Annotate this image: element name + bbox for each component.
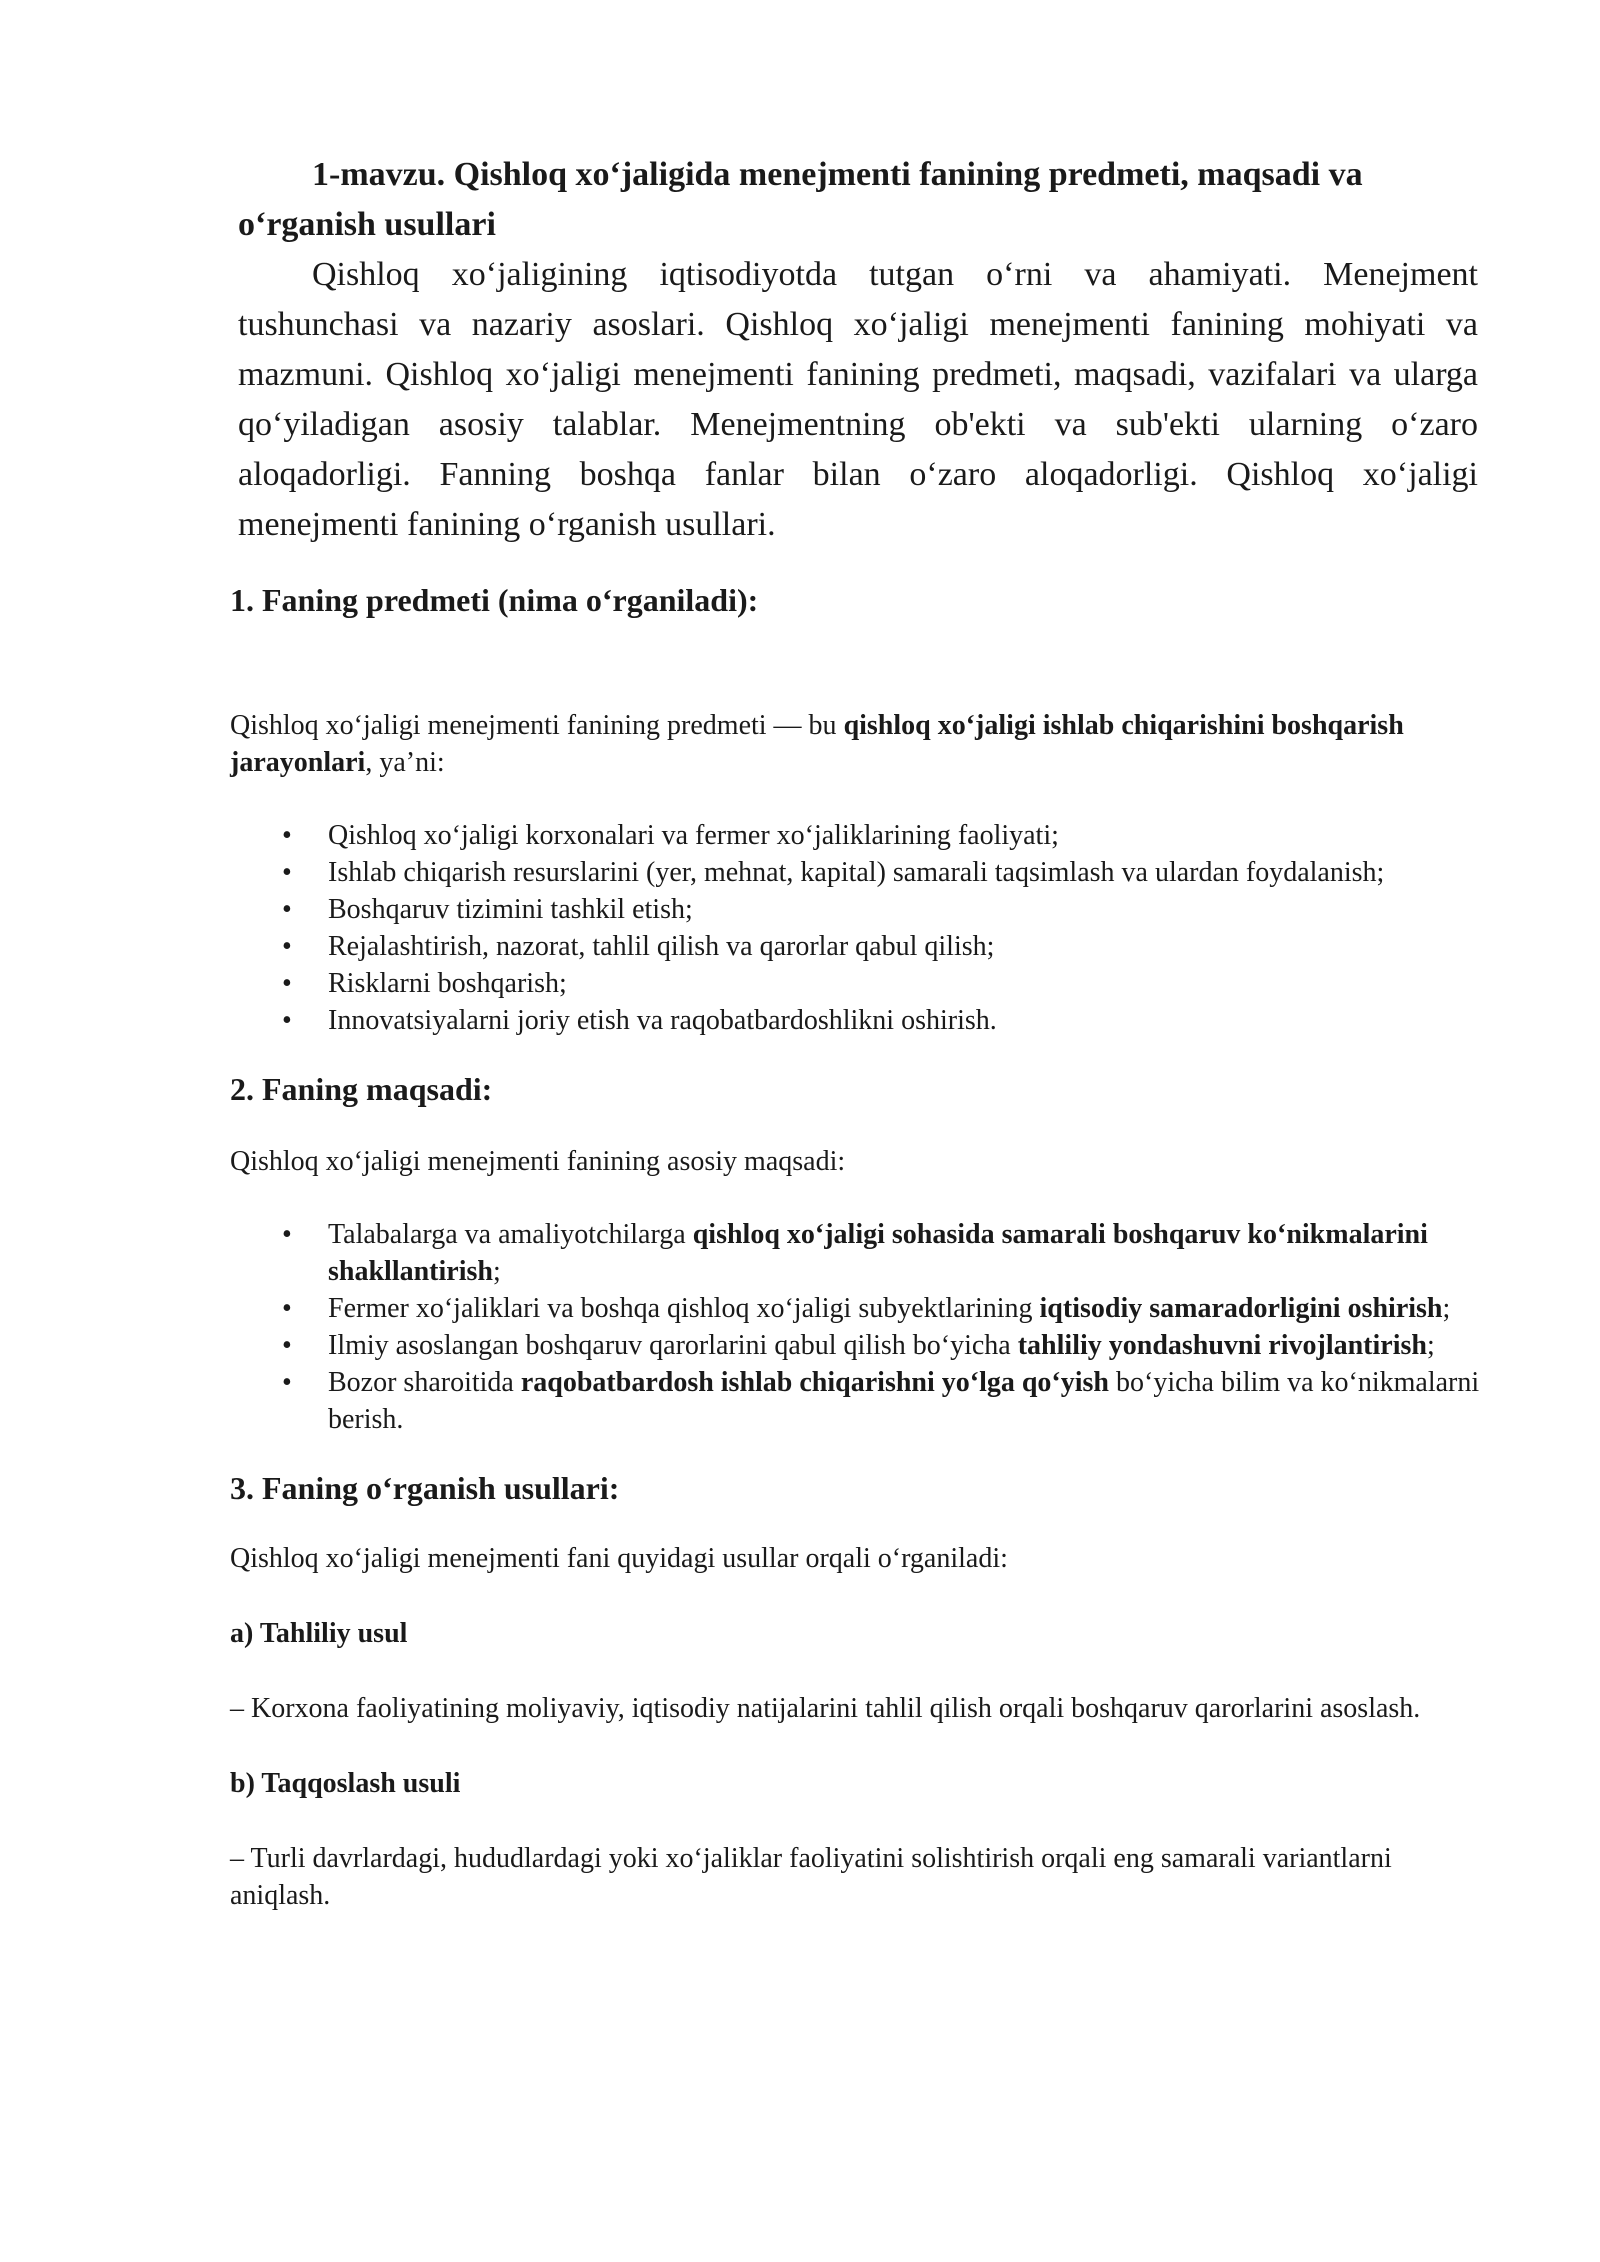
- topic-title: 1-mavzu. Qishloq xo‘jaligida menejmenti fanining predmeti, maqsadi va o‘rganish usullari: [238, 156, 1363, 243]
- method-text: – Turli davrlardagi, hududlardagi yoki xo‘jaliklar faoliyatini solishtirish orqali eng samarali variantlarni aniqlash.: [230, 1843, 1392, 1911]
- item-text: ;: [1442, 1293, 1451, 1324]
- section2-heading: 2. Faning maqsadi:: [230, 1071, 493, 1107]
- list-item: • Boshqaruv tizimini tashkil etish;: [230, 891, 1480, 928]
- method-title: b) Taqqoslash usuli: [230, 1768, 461, 1799]
- topic-body: Qishloq xo‘jaligining iqtisodiyotda tutgan o‘rni va ahamiyati. Menejment tushunchasi va nazariy asoslari. Qishloq xo‘jaligi menejmenti fanining mohiyati va mazmuni. Qishloq xo‘jaligi menejmenti fanining predmeti, maqsadi, vazifalari va ularga qo‘yiladigan asosiy talablar. Menejmentning ob'ekti va sub'ekti ularning o‘zaro aloqadorligi. Fanning boshqa fanlar bilan o‘zaro aloqadorligi. Qishloq xo‘jaligi menejmenti fanining o‘rganish usullari.: [238, 256, 1478, 543]
- item-bold: tahliliy yondashuvni rivojlantirish: [1017, 1330, 1427, 1361]
- list-item: [230, 1327, 1480, 1364]
- list-item: • Rejalashtirish, nazorat, tahlil qilish va qarorlar qabul qilish;: [230, 928, 1480, 965]
- item-bold: raqobatbardosh ishlab chiqarishni yo‘lga qo‘yish: [520, 1367, 1110, 1398]
- content: [230, 580, 1480, 1914]
- section3-heading: 3. Faning o‘rganish usullari:: [230, 1470, 620, 1506]
- item-text: Bozor sharoitida: [328, 1367, 521, 1398]
- item-text: ;: [492, 1256, 501, 1287]
- section1-intro-prefix: Qishloq xo‘jaligi menejmenti fanining predmeti — bu: [230, 710, 844, 741]
- list-item: [230, 1364, 1480, 1438]
- list-item: • Risklarni boshqarish;: [230, 965, 1480, 1002]
- section3-intro: Qishloq xo‘jaligi menejmenti fani quyidagi usullar orqali o‘rganiladi:: [230, 1543, 1008, 1574]
- item-bold: iqtisodiy samaradorligini oshirish: [1039, 1293, 1443, 1324]
- section1-intro-suffix: , ya’ni:: [365, 747, 445, 778]
- list-item: • Innovatsiyalarni joriy etish va raqobatbardoshlikni oshirish.: [230, 1002, 1480, 1039]
- item-text: Talabalarga va amaliyotchilarga: [328, 1219, 693, 1250]
- method-title: a) Tahliliy usul: [230, 1618, 408, 1649]
- method-text: – Korxona faoliyatining moliyaviy, iqtisodiy natijalarini tahlil qilish orqali boshqaruv qarorlarini asoslash.: [230, 1693, 1421, 1724]
- section1-heading: 1. Faning predmeti (nima o‘rganiladi):: [230, 582, 759, 618]
- item-text: Ilmiy asoslangan boshqaruv qarorlarini qabul qilish bo‘yicha: [328, 1330, 1018, 1361]
- section1-intro-bold: qishloq xo‘jaligi ishlab chiqarishini boshqarish jarayonlari: [230, 710, 1404, 778]
- list-item: [230, 1290, 1480, 1327]
- list-item: [230, 1216, 1480, 1290]
- list-item: • Ishlab chiqarish resurslarini (yer, mehnat, kapital) samarali taqsimlash va ulardan foydalanish;: [230, 854, 1480, 891]
- list-item: • Qishloq xo‘jaligi korxonalari va fermer xo‘jaliklarining faoliyati;: [230, 817, 1480, 854]
- item-bold: qishloq xo‘jaligi sohasida samarali boshqaruv ko‘nikmalarini shakllantirish: [328, 1219, 1428, 1287]
- section2-intro: Qishloq xo‘jaligi menejmenti fanining asosiy maqsadi:: [230, 1146, 846, 1177]
- section1-intro: [230, 707, 1480, 781]
- topic-block: [238, 150, 1478, 550]
- item-text: Fermer xo‘jaliklari va boshqa qishloq xo‘jaligi subyektlarining: [328, 1293, 1040, 1324]
- section2-list: [230, 1216, 1480, 1438]
- section1-list: [230, 817, 1480, 1039]
- item-text: bo‘yicha bilim va ko‘nikmalarni berish.: [328, 1367, 1480, 1435]
- item-text: ;: [1426, 1330, 1435, 1361]
